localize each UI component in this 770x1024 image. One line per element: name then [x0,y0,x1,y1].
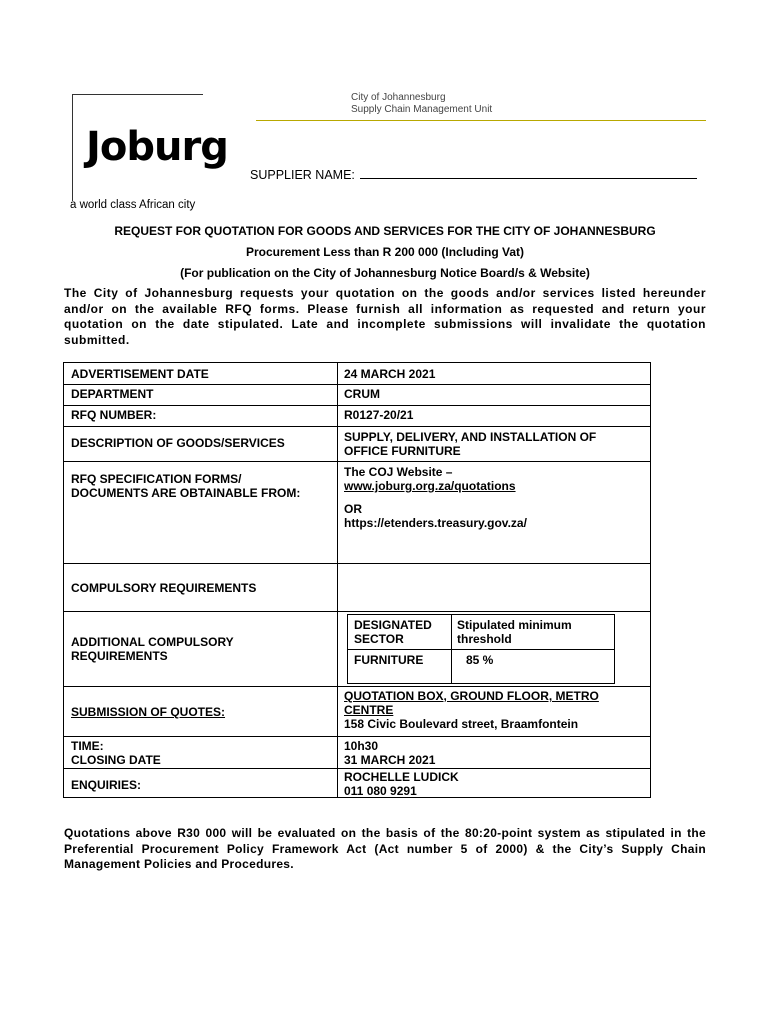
rfq-number-value: R0127-20/21 [344,408,414,422]
department-label: DEPARTMENT [71,387,154,401]
designated-sector-header: DESIGNATED SECTOR [354,618,432,646]
rfq-forms-value: The COJ Website – www.joburg.org.za/quotations OR https://etenders.treasury.gov.za/ [344,465,644,530]
header-divider [256,120,706,121]
submission-value: QUOTATION BOX, GROUND FLOOR, METRO CENTRE 158 Civic Boulevard street, Braamfontein [344,689,599,731]
additional-requirements-label: ADDITIONAL COMPULSORY REQUIREMENTS [71,635,234,663]
supplier-name-blank [360,168,697,179]
enquiries-value: ROCHELLE LUDICK 011 080 9291 [344,770,459,798]
supplier-name-field [250,168,697,182]
org-unit: Supply Chain Management Unit [351,104,493,115]
description-label: DESCRIPTION OF GOODS/SERVICES [71,436,285,450]
description-value: SUPPLY, DELIVERY, AND INSTALLATION OF OFFICE FURNITURE [344,430,597,458]
closing-time-value: 10h30 31 MARCH 2021 [344,739,436,767]
advertisement-date-value: 24 MARCH 2021 [344,367,436,381]
sector-value: FURNITURE [354,653,424,667]
coj-website-link[interactable]: www.joburg.org.za/quotations [344,479,516,493]
intro-paragraph: The City of Johannesburg requests your quotation on the goods and/or services listed hereunder and/or on the available RFQ forms. Please furnish all information as requested and return your quotation on the date stipulated. Late and incomplete submissions will invalidate the quotation submitted. [64,286,706,347]
rfq-number-label: RFQ NUMBER: [71,408,157,422]
rfq-details-table [63,362,651,798]
document-subtitle: Procurement Less than R 200 000 (Including Vat) [245,245,525,259]
document-title: REQUEST FOR QUOTATION FOR GOODS AND SERVICES FOR THE CITY OF JOHANNESBURG [114,224,656,238]
compulsory-requirements-label: COMPULSORY REQUIREMENTS [71,581,257,595]
supplier-name-label: SUPPLIER NAME: [250,168,355,182]
joburg-logo: Joburg [86,124,228,170]
evaluation-note: Quotations above R30 000 will be evaluated on the basis of the 80:20-point system as stipulated in the Preferential Procurement Policy Framework Act (Act number 5 of 2000) & the City’s Supply Chain Management Policies and Procedures. [64,826,706,871]
logo-tagline: a world class African city [70,199,196,211]
department-value: CRUM [344,387,380,401]
enquiries-label: ENQUIRIES: [71,778,142,792]
etenders-link[interactable]: https://etenders.treasury.gov.za/ [344,516,527,530]
threshold-table [347,614,615,684]
advertisement-date-label: ADVERTISEMENT DATE [71,367,209,381]
document-publication-note: (For publication on the City of Johannesburg Notice Board/s & Website) [180,266,590,280]
threshold-header: Stipulated minimum threshold [457,618,572,646]
table-column-divider [337,363,338,797]
threshold-value: 85 % [466,653,494,667]
closing-time-label: TIME: CLOSING DATE [71,739,161,767]
org-name: City of Johannesburg [351,92,446,103]
rfq-forms-label: RFQ SPECIFICATION FORMS/ DOCUMENTS ARE OBTAINABLE FROM: [71,472,301,500]
submission-label: SUBMISSION OF QUOTES: [71,705,226,719]
